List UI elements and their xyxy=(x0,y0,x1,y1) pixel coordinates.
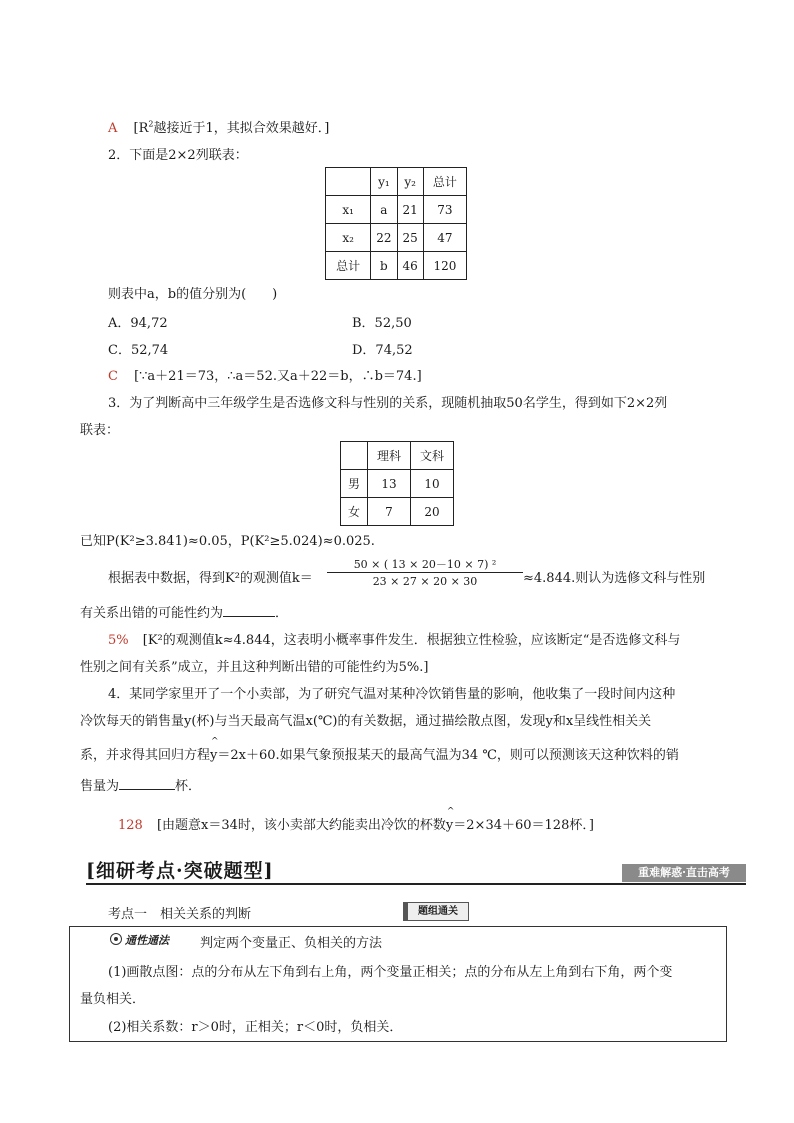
table-cell: 文科 xyxy=(411,442,454,470)
q3-explain2: 性别之间有关系”成立，并且这种判断出错的可能性约为5%.] xyxy=(80,660,429,675)
table-cell: 20 xyxy=(411,498,454,526)
q3-calc-line2-text: 有关系出错的可能性约为 xyxy=(80,606,224,621)
table-cell: y₂ xyxy=(397,168,423,196)
table-cell: 21 xyxy=(397,196,423,224)
table-row xyxy=(326,224,467,252)
q4-line4-end: 杯． xyxy=(175,779,202,794)
q2-option-d: D．74,52 xyxy=(352,343,413,358)
method-title: 判定两个变量正、负相关的方法 xyxy=(200,936,383,951)
table-row xyxy=(341,470,454,498)
method-badge xyxy=(110,932,169,948)
table-cell: 男 xyxy=(341,470,368,498)
q4-line2: 冷饮每天的销售量y(杯)与当天最高气温x(℃)的有关数据，通过描绘散点图，发现y和x呈线性相关关 xyxy=(80,714,652,729)
q4-answer-line xyxy=(118,814,594,833)
method-badge-label: 通性通法 xyxy=(125,934,169,947)
table-cell: 120 xyxy=(423,252,466,280)
method-item2: (2)相关系数：r＞0时，正相关；r＜0时，负相关． xyxy=(108,1020,403,1035)
q3-fraction xyxy=(327,556,523,592)
table-row xyxy=(341,442,454,470)
q3-frac-denominator: 23 × 27 × 20 × 30 xyxy=(372,575,478,588)
table-cell: 理科 xyxy=(368,442,411,470)
q1-answer: A xyxy=(108,121,118,136)
table-cell xyxy=(326,168,371,196)
q3-answer-blank xyxy=(223,604,275,617)
table-cell: x₁ xyxy=(326,196,371,224)
q4-explain-suffix: ＝2×34＋60＝128杯．] xyxy=(453,818,594,833)
topic-badge: 题组通关 xyxy=(403,902,469,921)
q4-answer: 128 xyxy=(118,818,143,833)
table-row xyxy=(341,498,454,526)
q2-option-c: C．52,74 xyxy=(108,343,169,358)
q3-contingency-table xyxy=(340,441,454,526)
table-cell: 女 xyxy=(341,498,368,526)
table-cell: 46 xyxy=(397,252,423,280)
q4-line4 xyxy=(80,775,201,794)
q3-calc-line2-end: ． xyxy=(275,606,289,621)
table-cell: x₂ xyxy=(326,224,371,252)
q2-answer: C xyxy=(108,369,118,384)
q4-explain-prefix: [由题意x＝34时，该小卖部大约能卖出冷饮的杯数 xyxy=(156,818,446,833)
section-title: [细研考点·突破题型] xyxy=(86,860,274,882)
q2-option-a: A．94,72 xyxy=(108,316,168,331)
table-cell: 总计 xyxy=(423,168,466,196)
section-divider xyxy=(86,883,746,885)
section-badge: 重难解惑·直击高考 xyxy=(622,864,746,882)
q1-r2-label: [R xyxy=(133,121,149,136)
table-cell: 总计 xyxy=(326,252,371,280)
topic-title: 考点一 相关关系的判断 xyxy=(108,907,252,922)
q3-stem-line2: 联表： xyxy=(80,423,120,438)
pencil-icon xyxy=(110,933,122,945)
q2-option-b: B．52,50 xyxy=(352,316,412,331)
table-cell: 10 xyxy=(411,470,454,498)
q3-calc-line2 xyxy=(80,602,288,621)
method-item1-line2: 量负相关． xyxy=(80,992,146,1007)
q3-known: 已知P(K²≥3.841)≈0.05，P(K²≥5.024)≈0.025. xyxy=(80,534,375,549)
method-item1-line1: (1)画散点图：点的分布从左下角到右上角，两个变量正相关；点的分布从左上角到右下角，两个变 xyxy=(108,965,673,980)
q3-stem-line1: 3．为了判断高中三年级学生是否选修文科与性别的关系，现随机抽取50名学生，得到如下2×2列 xyxy=(108,396,668,411)
table-row xyxy=(326,168,467,196)
q1-answer-line xyxy=(108,117,329,136)
q2-question: 则表中a，b的值分别为( ) xyxy=(108,287,278,302)
q4-line4-text: 售量为 xyxy=(80,779,120,794)
q4-line3-prefix: 系，并求得其回归方程 xyxy=(80,748,211,763)
q3-answer: 5% xyxy=(108,633,129,648)
q3-explain1: [K²的观测值k≈4.844，这表明小概率事件发生．根据独立性检验，应该断定“是否选修文科与 xyxy=(142,633,681,648)
table-cell: 73 xyxy=(423,196,466,224)
table-cell xyxy=(341,442,368,470)
q2-explain: [∵a＋21＝73，∴a＝52.又a＋22＝b，∴b＝74.] xyxy=(134,369,422,384)
table-row xyxy=(326,252,467,280)
q4-line3-suffix: ＝2x＋60.如果气象预报某天的最高气温为34 ℃，则可以预测该天这种饮料的销 xyxy=(217,748,679,763)
q4-line3 xyxy=(80,744,679,763)
q2-answer-line xyxy=(108,365,422,384)
table-cell: y₁ xyxy=(371,168,397,196)
table-cell: b xyxy=(371,252,397,280)
q2-contingency-table xyxy=(325,167,467,280)
q3-calc-prefix: 根据表中数据，得到K²的观测值k＝ xyxy=(108,571,313,586)
table-cell: a xyxy=(371,196,397,224)
table-cell: 7 xyxy=(368,498,411,526)
table-cell: 13 xyxy=(368,470,411,498)
q4-line1: 4．某同学家里开了一个小卖部，为了研究气温对某种冷饮销售量的影响，他收集了一段时间内这种 xyxy=(108,687,676,702)
q3-answer-line xyxy=(108,629,680,648)
q1-explain: 越接近于1，其拟合效果越好．] xyxy=(153,121,330,136)
q4-answer-blank xyxy=(119,777,175,790)
table-row xyxy=(326,196,467,224)
table-cell: 22 xyxy=(371,224,397,252)
q4-y-hat: ^ y xyxy=(210,748,217,763)
q1-r2-sup: 2 xyxy=(148,119,154,129)
q4-explain-y-hat: ^ y xyxy=(446,818,453,833)
table-cell: 47 xyxy=(423,224,466,252)
q3-frac-numerator: 50 × ( 13 × 20－10 × 7) ² xyxy=(353,558,497,571)
q3-calc-suffix: ≈4.844.则认为选修文科与性别 xyxy=(523,571,706,586)
q3-frac-line xyxy=(327,572,523,573)
q2-stem: 2．下面是2×2列联表： xyxy=(108,148,248,163)
table-cell: 25 xyxy=(397,224,423,252)
